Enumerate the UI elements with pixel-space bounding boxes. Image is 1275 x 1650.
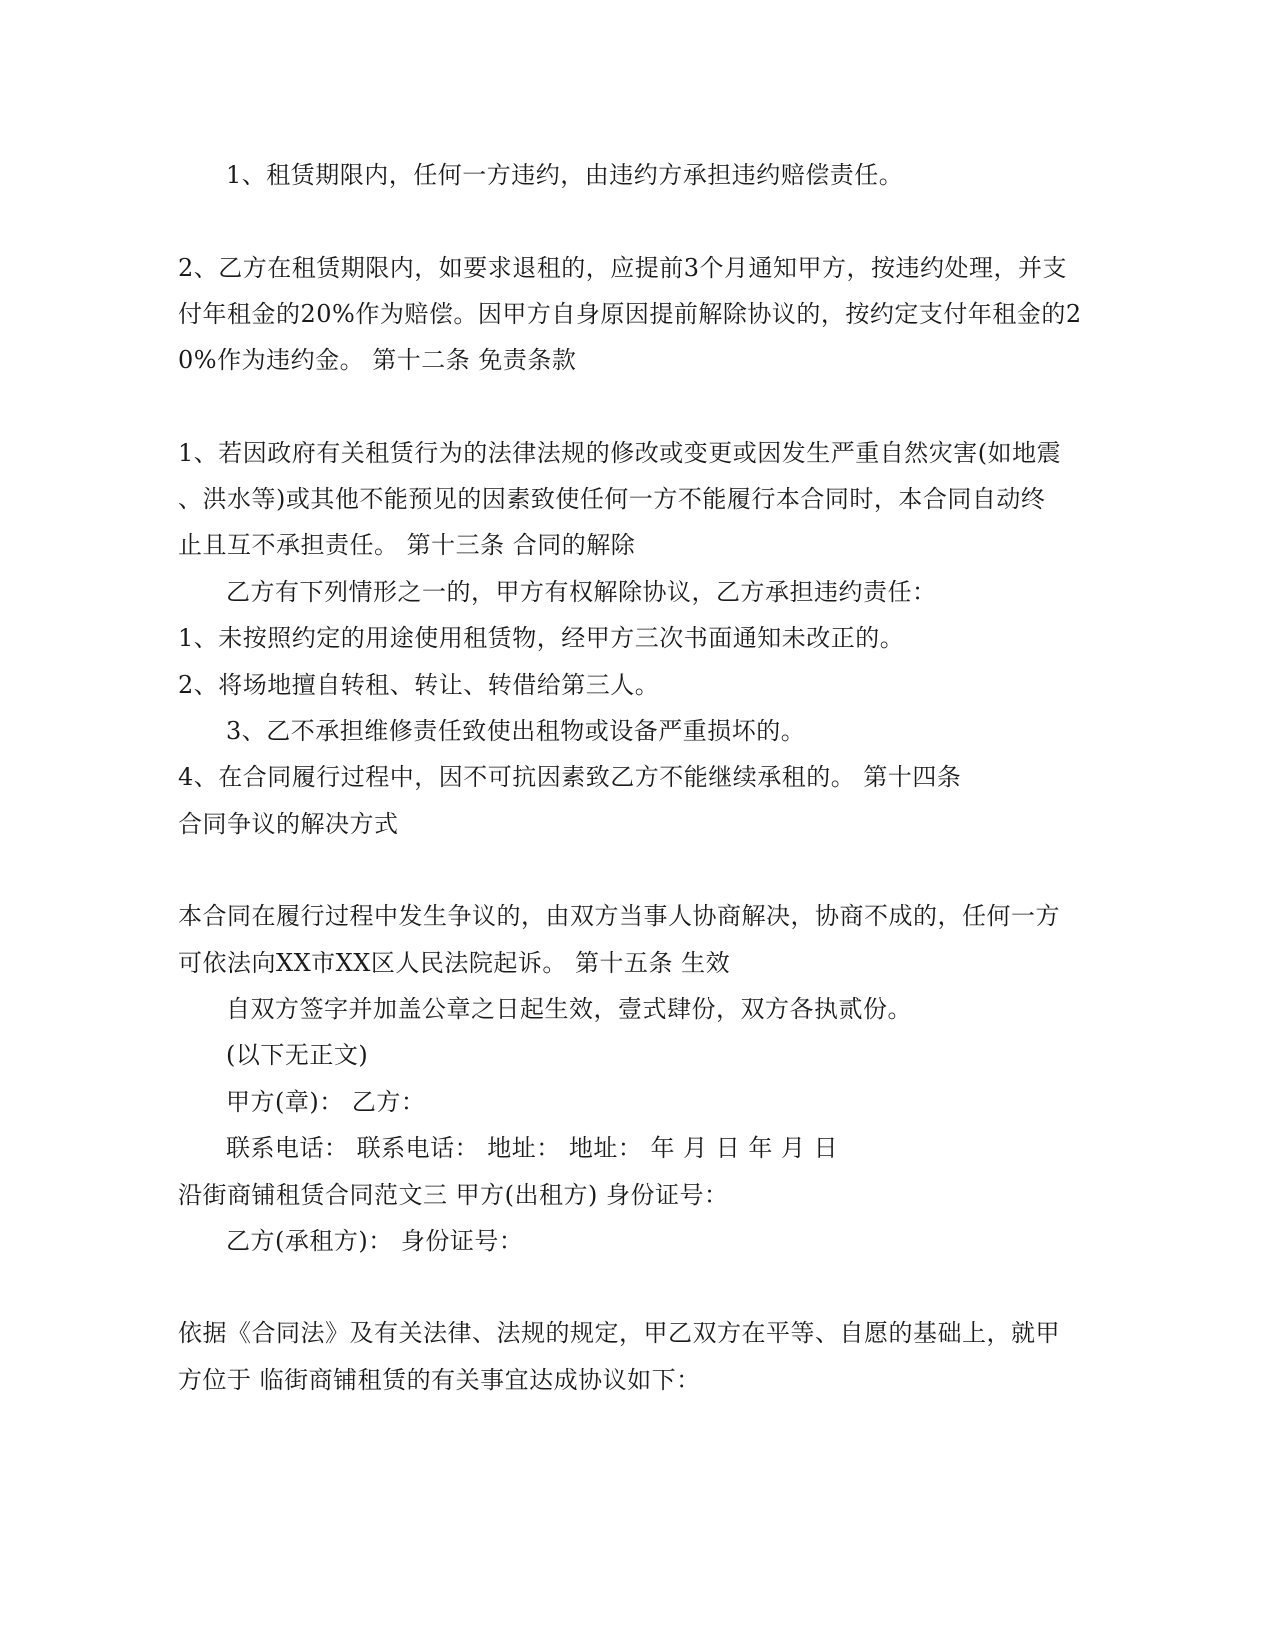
signature-parties: 甲方(章)： 乙方： bbox=[226, 1088, 426, 1116]
termination-intro: 乙方有下列情形之一的，甲方有权解除协议，乙方承担违约责任： bbox=[226, 578, 937, 606]
no-more-text: (以下无正文) bbox=[226, 1041, 369, 1069]
clause-breach-2-line-2: 付年租金的20%作为赔偿。因甲方自身原因提前解除协议的，按约定支付年租金的2 bbox=[178, 300, 1082, 328]
lessee-id-line: 乙方(承租方)： 身份证号： bbox=[226, 1227, 524, 1255]
contract-three-heading: 沿街商铺租赁合同范文三 甲方(出租方) 身份证号： bbox=[178, 1181, 729, 1209]
clause-exemption-line-3: 止且互不承担责任。 第十三条 合同的解除 bbox=[178, 531, 636, 559]
termination-item-2: 2、将场地擅自转租、转让、转借给第三人。 bbox=[178, 671, 660, 699]
clause-exemption-line-2: 、洪水等)或其他不能预见的因素致使任何一方不能履行本合同时，本合同自动终 bbox=[178, 485, 1046, 513]
signature-contacts: 联系电话： 联系电话： 地址： 地址： 年 月 日 年 月 日 bbox=[226, 1134, 839, 1162]
clause-exemption-line-1: 1、若因政府有关租赁行为的法律法规的修改或变更或因发生严重自然灾害(如地震 bbox=[178, 439, 1062, 467]
dispute-heading: 合同争议的解决方式 bbox=[178, 810, 399, 838]
agreement-basis-line-1: 依据《合同法》及有关法律、法规的规定，甲乙双方在平等、自愿的基础上，就甲 bbox=[178, 1319, 1060, 1347]
clause-breach-2-line-3: 0%作为违约金。 第十二条 免责条款 bbox=[178, 346, 577, 374]
clause-breach-1: 1、租赁期限内，任何一方违约，由违约方承担违约赔偿责任。 bbox=[226, 161, 904, 189]
agreement-basis-line-2: 方位于 临街商铺租赁的有关事宜达成协议如下： bbox=[178, 1366, 701, 1394]
termination-item-4: 4、在合同履行过程中，因不可抗因素致乙方不能继续承租的。 第十四条 bbox=[178, 763, 962, 791]
effective-clause: 自双方签字并加盖公章之日起生效，壹式肆份，双方各执贰份。 bbox=[226, 995, 912, 1023]
dispute-clause-line-2: 可依法向XX市XX区人民法院起诉。 第十五条 生效 bbox=[178, 949, 731, 977]
termination-item-1: 1、未按照约定的用途使用租赁物，经甲方三次书面通知未改正的。 bbox=[178, 624, 905, 652]
clause-breach-2-line-1: 2、乙方在租赁期限内，如要求退租的，应提前3个月通知甲方，按违约处理，并支 bbox=[178, 254, 1068, 282]
termination-item-3: 3、乙不承担维修责任致使出租物或设备严重损坏的。 bbox=[226, 717, 806, 745]
dispute-clause-line-1: 本合同在履行过程中发生争议的，由双方当事人协商解决，协商不成的，任何一方 bbox=[178, 902, 1060, 930]
